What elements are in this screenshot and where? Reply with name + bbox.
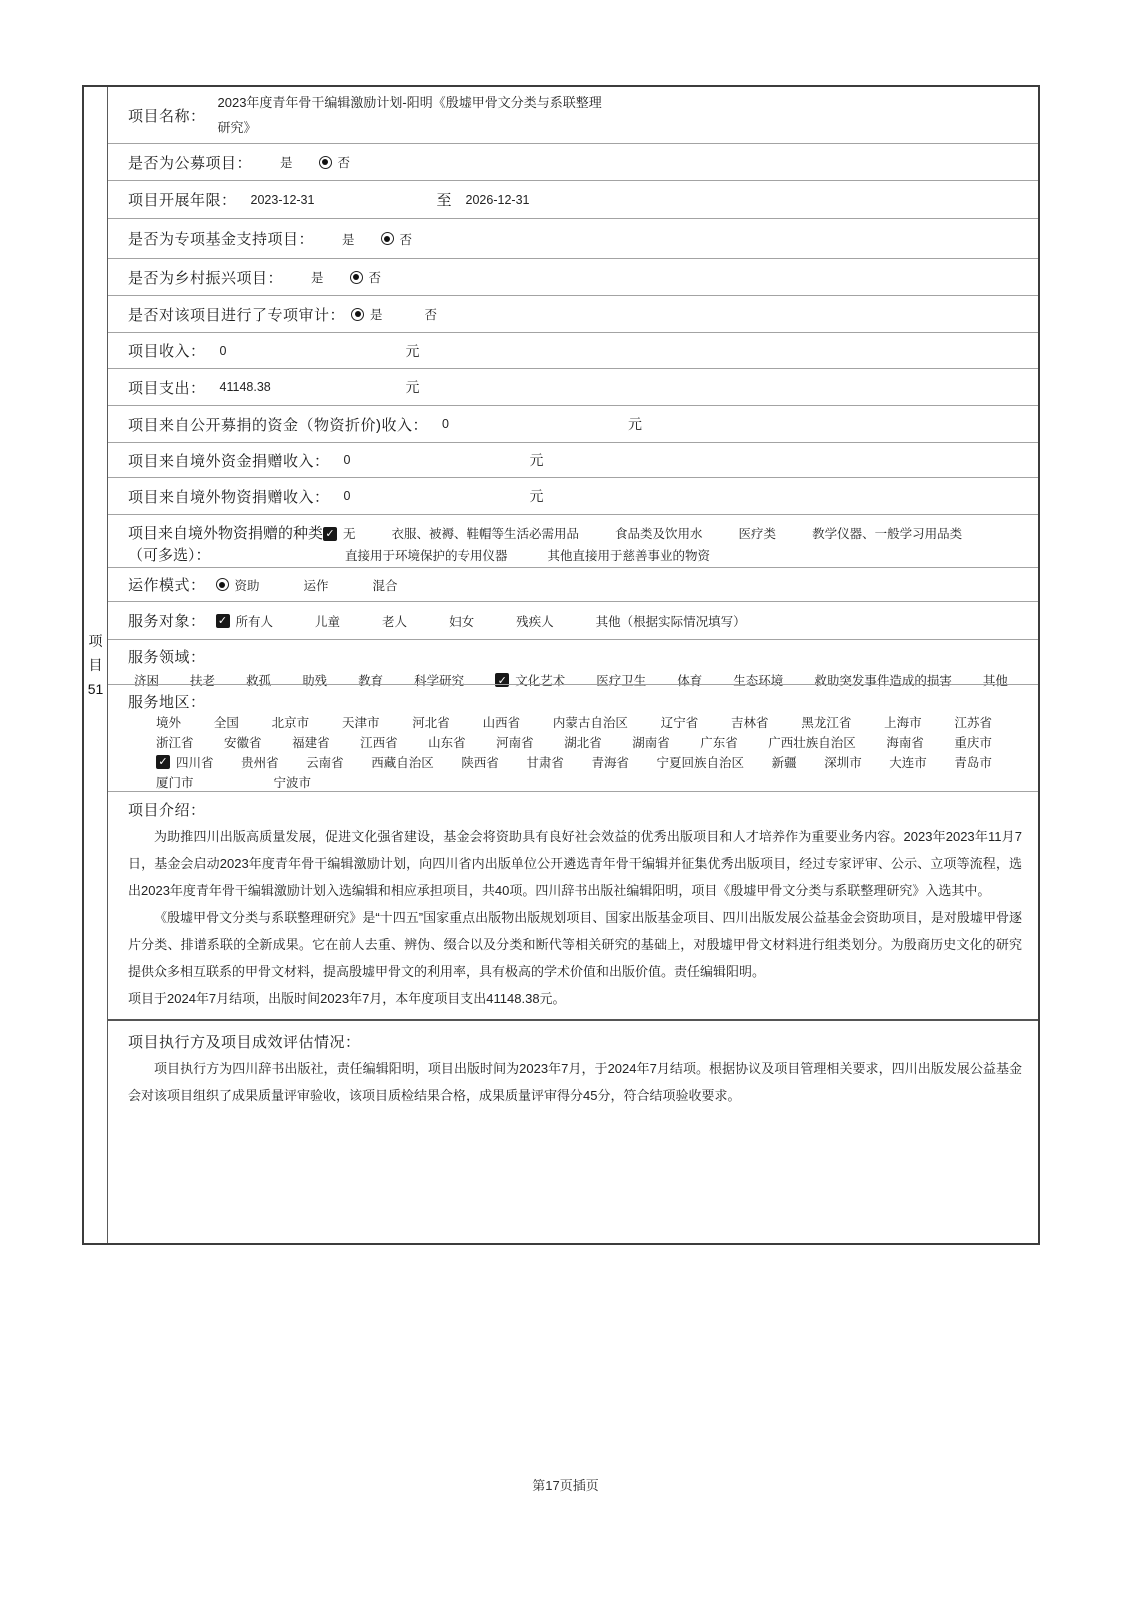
option-label: 医疗类: [738, 527, 777, 541]
options-group: [311, 268, 381, 286]
option-label: 内蒙古自治区: [552, 716, 628, 731]
option-label: 江苏省: [954, 716, 992, 731]
region-options-line: [128, 733, 1038, 752]
options-group: [351, 305, 437, 323]
option-label: 河南省: [496, 736, 534, 751]
side-label-char: 项: [88, 633, 103, 649]
option-item: [428, 733, 466, 751]
option-label: 宁波市: [273, 775, 312, 790]
options-block: [323, 523, 962, 567]
option-item: [425, 305, 438, 323]
radio-dot: [322, 159, 328, 165]
option-label: 青海省: [591, 755, 629, 770]
paragraph: 项目于2024年7月结项，出版时间2023年7月，本年度项目支出41148.38元。: [128, 991, 566, 1006]
option-item: [954, 713, 992, 731]
row-service-region: [108, 684, 1038, 791]
project-index-label: [88, 629, 104, 701]
currency-unit: 元: [405, 342, 420, 359]
option-label: 教学仪器、一般学习用品类: [812, 527, 963, 541]
field-label: 是否为专项基金支持项目：: [128, 231, 315, 248]
currency-unit: 元: [628, 416, 642, 432]
row-rural-revitalization: [108, 258, 1038, 295]
option-item: [886, 733, 924, 751]
row-public-donation-income: [108, 405, 1038, 442]
option-selected: [381, 230, 413, 248]
overseas-goods-value: 0: [343, 489, 351, 503]
option-item: [449, 612, 474, 630]
option-item: [241, 753, 279, 771]
field-label: 项目来自境外物资捐赠收入：: [128, 488, 330, 506]
row-service-field: [108, 639, 1038, 688]
option-item: [632, 733, 670, 751]
expense-value: 41148.38: [219, 380, 271, 394]
option-item: [801, 713, 851, 731]
option-item: [224, 733, 262, 751]
row-overseas-fund-income: [108, 442, 1038, 477]
field-label: 是否对该项目进行了专项审计：: [128, 306, 346, 324]
option-label: 青岛市: [954, 755, 992, 770]
option-label: 吉林省: [731, 716, 769, 731]
option-label: 新疆: [771, 755, 797, 770]
option-label: 是: [342, 232, 355, 247]
option-label: 辽宁省: [660, 716, 699, 731]
option-label: 北京市: [271, 716, 310, 731]
period-end-value: 2026-12-31: [465, 192, 530, 207]
option-item: [214, 713, 239, 731]
options-group: [345, 545, 962, 567]
radio-dot: [353, 274, 359, 280]
checkbox-checked-icon: ✓: [156, 755, 170, 769]
option-label: 厦门市: [156, 775, 194, 790]
radio-dot: [384, 236, 390, 242]
option-item: [311, 268, 324, 286]
option-label: 宁夏回族自治区: [656, 755, 745, 770]
option-label: 老人: [382, 614, 408, 629]
paragraph: 为助推四川出版高质量发展，促进文化强省建设，基金会将资助具有良好社会效益的优秀出版项目和人才培养作为重要业务内容。2023年2023年11月7日，基金会启动2023年度青年骨干编辑激励计划，向四川省内出版单位公开遴选青年骨干编辑并征集优秀出版项目，经过专家评审、公示、立项等流程，选出2023年度青年骨干编辑激励计划入选编辑和相应承担项目，共40项。四川辞书出版社编辑阳明，项目《殷墟甲骨文分类与系联整理研究》入选其中。: [128, 829, 1022, 898]
option-item: [954, 733, 992, 751]
region-options-line: [128, 713, 1038, 732]
option-label: 救助突发事件造成的损害: [814, 674, 952, 688]
option-label: 河北省: [412, 716, 450, 731]
option-label: 医疗卫生: [596, 674, 647, 688]
option-item: [274, 773, 312, 791]
option-label: 是: [370, 308, 383, 322]
option-label: 文化艺术: [515, 674, 566, 688]
option-label: 教育: [358, 674, 384, 688]
option-item: [292, 733, 330, 751]
option-label: 浙江省: [156, 736, 194, 751]
row-overseas-goods-income: [108, 477, 1038, 514]
project-name-value: 2023年度青年骨干编辑激励计划-阳明《殷墟甲骨文分类与系联整理研究》: [217, 95, 602, 135]
option-label: 海南省: [886, 736, 924, 751]
option-label: 其他（根据实际情况填写）: [595, 614, 746, 629]
option-item: [280, 153, 293, 171]
option-item: [591, 753, 629, 771]
option-label: 体育: [677, 674, 703, 688]
field-label: 项目名称：: [128, 107, 206, 125]
row-special-audit: [108, 295, 1038, 332]
intro-paragraphs: [128, 823, 1038, 1012]
option-label: 广东省: [700, 736, 738, 751]
option-label: 是: [280, 156, 293, 170]
radio-selected-icon: [216, 578, 229, 591]
option-label: 资助: [234, 578, 260, 593]
field-label: 服务对象：: [128, 613, 206, 630]
form-rows: [108, 87, 1038, 1243]
option-item: [739, 523, 777, 545]
option-item: [156, 733, 194, 751]
option-item: [661, 713, 699, 731]
option-selected: [156, 753, 214, 771]
option-label: 福建省: [292, 736, 330, 751]
option-item: [342, 230, 355, 248]
checkbox-checked-icon: ✓: [323, 527, 337, 541]
option-item: [272, 713, 310, 731]
income-value: 0: [219, 343, 227, 358]
option-label: 衣服、被褥、鞋帽等生活必需用品: [391, 527, 580, 541]
row-project-period: [108, 180, 1038, 218]
option-label: 儿童: [315, 614, 341, 629]
field-label: 项目开展年限：: [128, 192, 237, 209]
option-item: [553, 713, 628, 731]
row-project-income: [108, 332, 1038, 368]
option-item: [304, 576, 329, 594]
checkbox-checked-icon: ✓: [216, 614, 230, 628]
option-label: 残疾人: [516, 614, 554, 629]
field-label: 服务地区：: [128, 694, 206, 711]
option-item: [412, 713, 450, 731]
row-project-expense: [108, 368, 1038, 405]
option-item: [382, 612, 407, 630]
option-label: 混合: [372, 578, 398, 593]
currency-unit: 元: [529, 488, 544, 504]
option-item: [306, 753, 344, 771]
option-label: 生态环境: [733, 674, 784, 688]
option-label: 广西壮族自治区: [768, 736, 856, 751]
option-label: 天津市: [341, 716, 380, 731]
option-label: 江西省: [360, 736, 398, 751]
option-item: [657, 753, 745, 771]
field-label: 项目来自境外资金捐赠收入：: [128, 452, 330, 470]
project-index-column: [84, 87, 108, 1243]
section-label: 项目介绍：: [128, 802, 206, 819]
option-item: [496, 733, 534, 751]
option-label: 湖南省: [632, 736, 670, 751]
project-form-table: [82, 85, 1040, 1245]
region-options-line: [128, 753, 1038, 772]
option-item: [889, 753, 927, 771]
options-group: [216, 576, 398, 594]
row-special-fund: [108, 218, 1038, 258]
option-label: 四川省: [176, 755, 214, 770]
option-label: 科学研究: [414, 674, 465, 688]
currency-unit: 元: [405, 379, 420, 395]
option-selected: [350, 268, 382, 286]
option-selected: [216, 612, 274, 630]
option-label: 云南省: [306, 755, 344, 770]
options-group: [323, 523, 962, 545]
options-group: [280, 153, 350, 171]
option-item: [373, 576, 398, 594]
option-label: 西藏自治区: [371, 755, 434, 770]
overseas-fund-value: 0: [343, 453, 351, 467]
field-label-line: 项目来自境外物资捐赠的种类: [128, 525, 324, 542]
field-label: 项目收入：: [128, 343, 206, 360]
option-item: [461, 753, 499, 771]
row-evaluation: [108, 1019, 1038, 1243]
period-start-value: 2023-12-31: [250, 192, 315, 207]
field-label: 项目支出：: [128, 379, 206, 397]
option-label: 否: [399, 232, 413, 247]
evaluation-paragraphs: [128, 1055, 1038, 1109]
option-label: 妇女: [449, 614, 475, 629]
field-label: 是否为公募项目：: [128, 154, 253, 172]
row-service-target: [108, 601, 1038, 639]
radio-selected-icon: [350, 271, 363, 284]
option-item: [156, 773, 194, 791]
option-item: [731, 713, 769, 731]
paragraph: 项目执行方为四川辞书出版社，责任编辑阳明，项目出版时间为2023年7月，于2024年7月结项。根据协议及项目管理相关要求，四川出版发展公益基金会对该项目组织了成果质量评审验收，该项目质检结果合格，成果质量评审得分45分，符合结项验收要求。: [128, 1061, 1022, 1103]
option-label: 深圳市: [824, 755, 862, 770]
options-group: [216, 612, 746, 630]
option-item: [392, 523, 580, 545]
option-item: [884, 713, 922, 731]
option-item: [700, 733, 738, 751]
option-label: 其他直接用于慈善事业的物资: [547, 549, 711, 563]
side-label-number: 51: [87, 681, 104, 697]
option-selected: [323, 523, 356, 545]
option-label: 是: [311, 271, 324, 285]
option-label: 上海市: [884, 716, 922, 731]
option-label: 济困: [134, 674, 160, 688]
option-label: 其他: [982, 674, 1008, 688]
public-donation-value: 0: [442, 417, 449, 431]
option-label: 山西省: [482, 716, 521, 731]
option-item: [772, 753, 797, 771]
page-footer: 第17页插页: [532, 1478, 599, 1493]
checkbox-checked-icon: ✓: [495, 673, 509, 687]
option-label: 安徽省: [224, 736, 262, 751]
paragraph: 《殷墟甲骨文分类与系联整理研究》是“十四五”国家重点出版物出版规划项目、国家出版基金项目、四川出版发展公益基金会资助项目，是对殷墟甲骨逐片分类、排谱系联的全新成果。它在前人去重、辨伪、缀合以及分类和断代等相关研究的基础上，对殷墟甲骨文材料进行组类划分。为殷商历史文化的研究提供众多相互联系的甲骨文材料，提高殷墟甲骨文的利用率，具有极高的学术价值和出版价值。责任编辑阳明。: [128, 910, 1022, 979]
option-label: 山东省: [428, 736, 466, 751]
option-selected: [351, 305, 383, 323]
option-item: [548, 545, 711, 567]
option-label: 扶老: [190, 674, 216, 688]
row-project-name: [108, 87, 1038, 143]
option-item: [564, 733, 602, 751]
field-label: 项目来自公开募捐的资金（物资折价)收入：: [128, 416, 428, 434]
option-label: 甘肃省: [526, 755, 564, 770]
field-label: [128, 523, 323, 567]
options-group: [342, 230, 412, 248]
region-options-line: [128, 772, 1038, 791]
option-item: [371, 753, 434, 771]
option-label: 所有人: [235, 614, 274, 629]
option-label: 否: [337, 156, 351, 170]
option-selected: [319, 153, 351, 171]
option-label: 否: [424, 308, 438, 322]
field-label: 服务领域：: [128, 649, 206, 666]
option-item: [345, 545, 508, 567]
field-label-line: （可多选）：: [128, 547, 211, 564]
option-item: [516, 612, 554, 630]
option-label: 湖北省: [564, 736, 602, 751]
option-item: [315, 612, 340, 630]
option-label: 陕西省: [461, 755, 499, 770]
option-item: [156, 713, 181, 731]
option-item: [812, 523, 962, 545]
row-project-intro: [108, 791, 1038, 1019]
option-label: 运作: [303, 578, 329, 593]
field-label: 运作模式：: [128, 577, 206, 594]
field-label: 是否为乡村振兴项目：: [128, 269, 284, 287]
radio-selected-icon: [351, 308, 364, 321]
option-item: [526, 753, 564, 771]
row-operation-mode: [108, 567, 1038, 601]
option-label: 助残: [302, 674, 328, 688]
option-label: 黑龙江省: [801, 716, 852, 731]
row-overseas-goods-type: [108, 514, 1038, 567]
option-label: 否: [368, 271, 382, 285]
section-label: 项目执行方及项目成效评估情况：: [128, 1034, 361, 1051]
option-label: 无: [343, 527, 356, 541]
radio-dot: [219, 582, 225, 588]
option-label: 直接用于环境保护的专用仪器: [345, 549, 508, 563]
option-item: [596, 612, 746, 630]
option-label: 贵州省: [241, 755, 279, 770]
option-selected: [216, 576, 260, 594]
option-item: [824, 753, 862, 771]
option-item: [342, 713, 380, 731]
option-item: [768, 733, 856, 751]
option-label: 重庆市: [954, 736, 992, 751]
option-label: 全国: [213, 716, 239, 731]
option-item: [360, 733, 398, 751]
option-label: 大连市: [889, 755, 927, 770]
radio-selected-icon: [319, 156, 332, 169]
side-label-char: 目: [88, 657, 103, 673]
period-to-label: 至: [436, 192, 452, 209]
option-label: 食品类及饮用水: [615, 527, 703, 541]
option-item: [954, 753, 992, 771]
currency-unit: 元: [529, 452, 544, 468]
option-label: 境外: [156, 716, 182, 731]
row-public-fundraising: [108, 143, 1038, 180]
radio-selected-icon: [381, 232, 394, 245]
option-label: 救孤: [246, 674, 272, 688]
option-item: [615, 523, 703, 545]
option-item: [483, 713, 521, 731]
radio-dot: [355, 311, 361, 317]
